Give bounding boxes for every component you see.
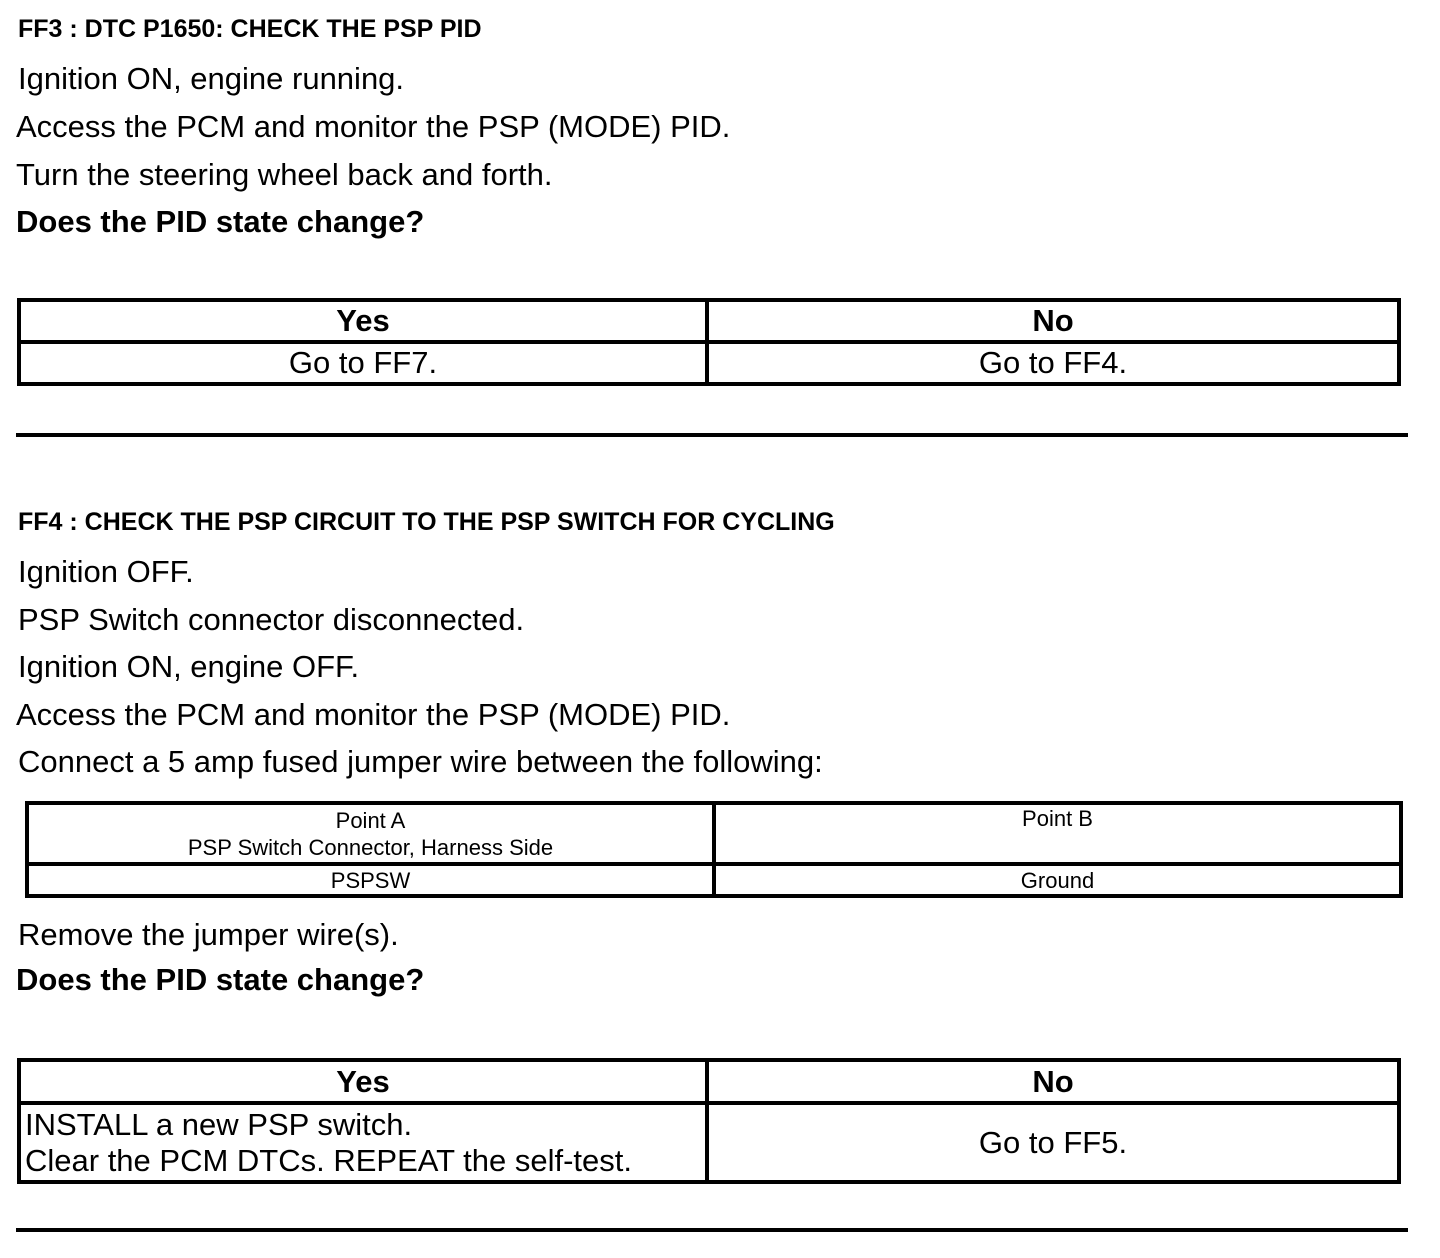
ff3-result-table bbox=[17, 298, 1401, 386]
ff3-question: Does the PID state change? bbox=[16, 204, 425, 239]
ff4-no-header: No bbox=[707, 1060, 1399, 1103]
ff4-heading: FF4 : CHECK THE PSP CIRCUIT TO THE PSP SWITCH FOR CYCLING bbox=[18, 508, 835, 536]
point-b-label: Point B bbox=[1022, 806, 1093, 831]
ff3-no-action: Go to FF4. bbox=[707, 342, 1399, 384]
jumper-points-table bbox=[25, 801, 1403, 898]
ff4-yes-header: Yes bbox=[19, 1060, 707, 1103]
ff3-no-header: No bbox=[707, 300, 1399, 342]
ff3-step-3: Turn the steering wheel back and forth. bbox=[16, 157, 553, 192]
point-a-location: PSP Switch Connector, Harness Side bbox=[187, 834, 554, 860]
ff3-step-2: Access the PCM and monitor the PSP (MODE) PID. bbox=[16, 109, 731, 144]
ff4-step-4: Access the PCM and monitor the PSP (MODE) PID. bbox=[16, 697, 731, 732]
section-divider-1 bbox=[16, 433, 1408, 437]
ff3-yes-header: Yes bbox=[19, 300, 707, 342]
ff4-question: Does the PID state change? bbox=[16, 962, 425, 997]
ff4-result-table bbox=[17, 1058, 1401, 1184]
point-b-header bbox=[714, 803, 1401, 864]
ff4-after-step: Remove the jumper wire(s). bbox=[18, 917, 399, 952]
ff4-step-3: Ignition ON, engine OFF. bbox=[18, 649, 360, 684]
ff3-heading: FF3 : DTC P1650: CHECK THE PSP PID bbox=[18, 15, 482, 43]
section-divider-2 bbox=[16, 1228, 1408, 1232]
ff3-step-1: Ignition ON, engine running. bbox=[18, 61, 405, 96]
ff4-yes-action bbox=[19, 1103, 707, 1182]
ff4-step-2: PSP Switch connector disconnected. bbox=[18, 602, 525, 637]
point-b-value: Ground bbox=[714, 864, 1401, 896]
point-a-label: Point A bbox=[335, 807, 406, 833]
point-a-header bbox=[27, 803, 714, 864]
ff4-step-5: Connect a 5 amp fused jumper wire between the following: bbox=[18, 744, 823, 779]
point-a-value: PSPSW bbox=[27, 864, 714, 896]
ff4-step-1: Ignition OFF. bbox=[18, 554, 194, 589]
ff4-yes-action-line-1: INSTALL a new PSP switch. bbox=[25, 1106, 413, 1142]
ff4-yes-action-line-2: Clear the PCM DTCs. REPEAT the self-test. bbox=[25, 1142, 632, 1178]
ff3-yes-action: Go to FF7. bbox=[19, 342, 707, 384]
ff4-no-action: Go to FF5. bbox=[707, 1103, 1399, 1182]
